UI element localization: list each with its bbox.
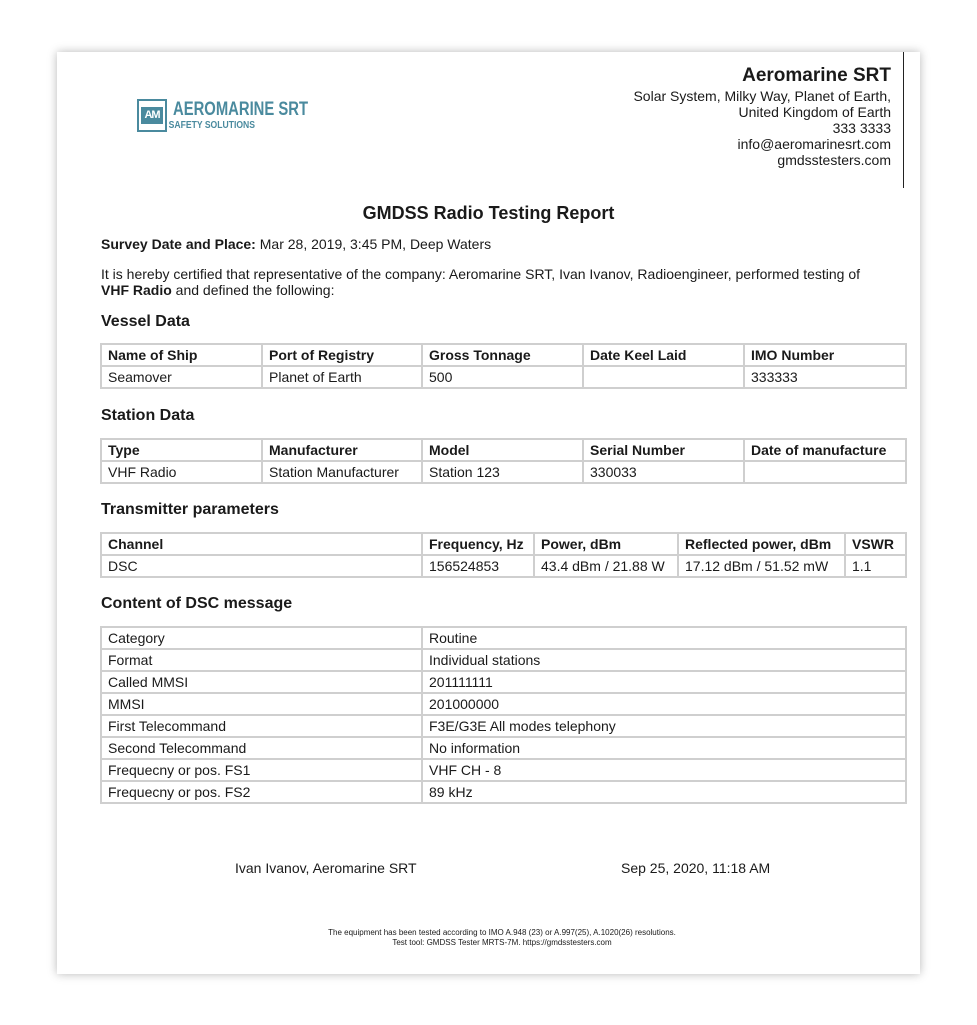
vessel-data-table	[100, 343, 907, 389]
table-row	[101, 781, 906, 803]
dsc-field-value: VHF CH - 8	[422, 759, 906, 781]
dsc-message-heading: Content of DSC message	[101, 595, 293, 612]
certify-tail: and defined the following:	[175, 282, 335, 298]
table-header-cell: Serial Number	[583, 439, 744, 461]
company-address-line2: United Kingdom of Earth	[738, 104, 891, 120]
transmitter-heading: Transmitter parameters	[101, 501, 279, 518]
logo-text	[168, 99, 346, 131]
footer-note	[57, 928, 947, 948]
dsc-field-value: 89 kHz	[422, 781, 906, 803]
table-header-cell: Manufacturer	[262, 439, 422, 461]
table-cell: Station Manufacturer	[262, 461, 422, 483]
header-divider	[903, 52, 904, 188]
dsc-field-value: Individual stations	[422, 649, 906, 671]
survey-label: Survey Date and Place:	[101, 236, 256, 252]
table-header-cell: Type	[101, 439, 262, 461]
table-header-cell: Channel	[101, 533, 422, 555]
table-cell: Planet of Earth	[262, 366, 422, 388]
footer-line1: The equipment has been tested according to IMO A.948 (23) or A.997(25), A.1020(26) resolutions.	[328, 928, 676, 937]
table-row	[101, 649, 906, 671]
table-cell: Station 123	[422, 461, 583, 483]
company-website: gmdsstesters.com	[777, 152, 891, 168]
certify-equipment: VHF Radio	[101, 282, 172, 298]
table-header-cell: Date Keel Laid	[583, 344, 744, 366]
dsc-field-value: F3E/G3E All modes telephony	[422, 715, 906, 737]
table-row	[101, 737, 906, 759]
dsc-field-label: First Telecommand	[101, 715, 422, 737]
company-address-line1: Solar System, Milky Way, Planet of Earth,	[633, 88, 891, 104]
company-email: info@aeromarinesrt.com	[737, 136, 891, 152]
dsc-field-label: Format	[101, 649, 422, 671]
signatory-name: Ivan Ivanov, Aeromarine SRT	[235, 860, 417, 876]
dsc-field-label: Called MMSI	[101, 671, 422, 693]
table-header-cell: Gross Tonnage	[422, 344, 583, 366]
dsc-field-label: Frequecny or pos. FS2	[101, 781, 422, 803]
report-title: GMDSS Radio Testing Report	[362, 203, 615, 223]
dsc-field-label: Category	[101, 627, 422, 649]
dsc-message-table	[100, 626, 907, 804]
table-header-cell: VSWR	[845, 533, 906, 555]
table-cell: DSC	[101, 555, 422, 577]
certify-text: It is hereby certified that representative of the company: Aeromarine SRT, Ivan Ivanov, Radioengineer, performed testing of	[101, 266, 861, 282]
survey-info	[101, 236, 491, 253]
vessel-data-heading: Vessel Data	[101, 313, 190, 330]
table-cell: 1.1	[845, 555, 906, 577]
table-cell: 330033	[583, 461, 744, 483]
table-row	[101, 715, 906, 737]
transmitter-table	[100, 532, 907, 578]
table-row	[101, 555, 906, 577]
signature-date: Sep 25, 2020, 11:18 AM	[621, 860, 771, 876]
dsc-field-label: MMSI	[101, 693, 422, 715]
dsc-field-value: Routine	[422, 627, 906, 649]
table-row	[101, 461, 906, 483]
table-cell: 156524853	[422, 555, 534, 577]
table-header-cell: Name of Ship	[101, 344, 262, 366]
table-header-cell: Frequency, Hz	[422, 533, 534, 555]
logo-tagline: SAFETY SOLUTIONS	[168, 120, 255, 131]
dsc-field-label: Second Telecommand	[101, 737, 422, 759]
table-cell	[583, 366, 744, 388]
table-cell: 500	[422, 366, 583, 388]
table-header-cell: Power, dBm	[534, 533, 678, 555]
company-contact-block	[633, 64, 891, 168]
company-logo	[137, 99, 346, 132]
table-header-cell: Model	[422, 439, 583, 461]
footer-line2: Test tool: GMDSS Tester MRTS-7M. https://gmdsstesters.com	[392, 938, 612, 947]
dsc-field-value: No information	[422, 737, 906, 759]
table-cell: Seamover	[101, 366, 262, 388]
station-data-heading: Station Data	[101, 407, 195, 424]
table-header-row	[101, 344, 906, 366]
table-row	[101, 366, 906, 388]
table-cell: 333333	[744, 366, 906, 388]
table-cell: 43.4 dBm / 21.88 W	[534, 555, 678, 577]
station-data-table	[100, 438, 907, 484]
dsc-field-label: Frequecny or pos. FS1	[101, 759, 422, 781]
survey-value: Mar 28, 2019, 3:45 PM, Deep Waters	[259, 236, 492, 252]
table-row	[101, 759, 906, 781]
table-header-cell: Date of manufacture	[744, 439, 906, 461]
table-header-cell: Port of Registry	[262, 344, 422, 366]
company-phone: 333 3333	[832, 120, 891, 136]
logo-mark-text: AM	[141, 107, 163, 124]
logo-name: AEROMARINE SRT	[173, 99, 309, 120]
report-page	[57, 52, 920, 974]
table-row	[101, 693, 906, 715]
table-cell: 17.12 dBm / 51.52 mW	[678, 555, 845, 577]
company-name: Aeromarine SRT	[742, 65, 891, 86]
table-header-row	[101, 533, 906, 555]
dsc-field-value: 201000000	[422, 693, 906, 715]
table-cell	[744, 461, 906, 483]
table-cell: VHF Radio	[101, 461, 262, 483]
table-header-cell: Reflected power, dBm	[678, 533, 845, 555]
table-row	[101, 671, 906, 693]
table-header-row	[101, 439, 906, 461]
dsc-field-value: 201111111	[422, 671, 906, 693]
certification-statement	[101, 266, 891, 298]
table-header-cell: IMO Number	[744, 344, 906, 366]
table-row	[101, 627, 906, 649]
